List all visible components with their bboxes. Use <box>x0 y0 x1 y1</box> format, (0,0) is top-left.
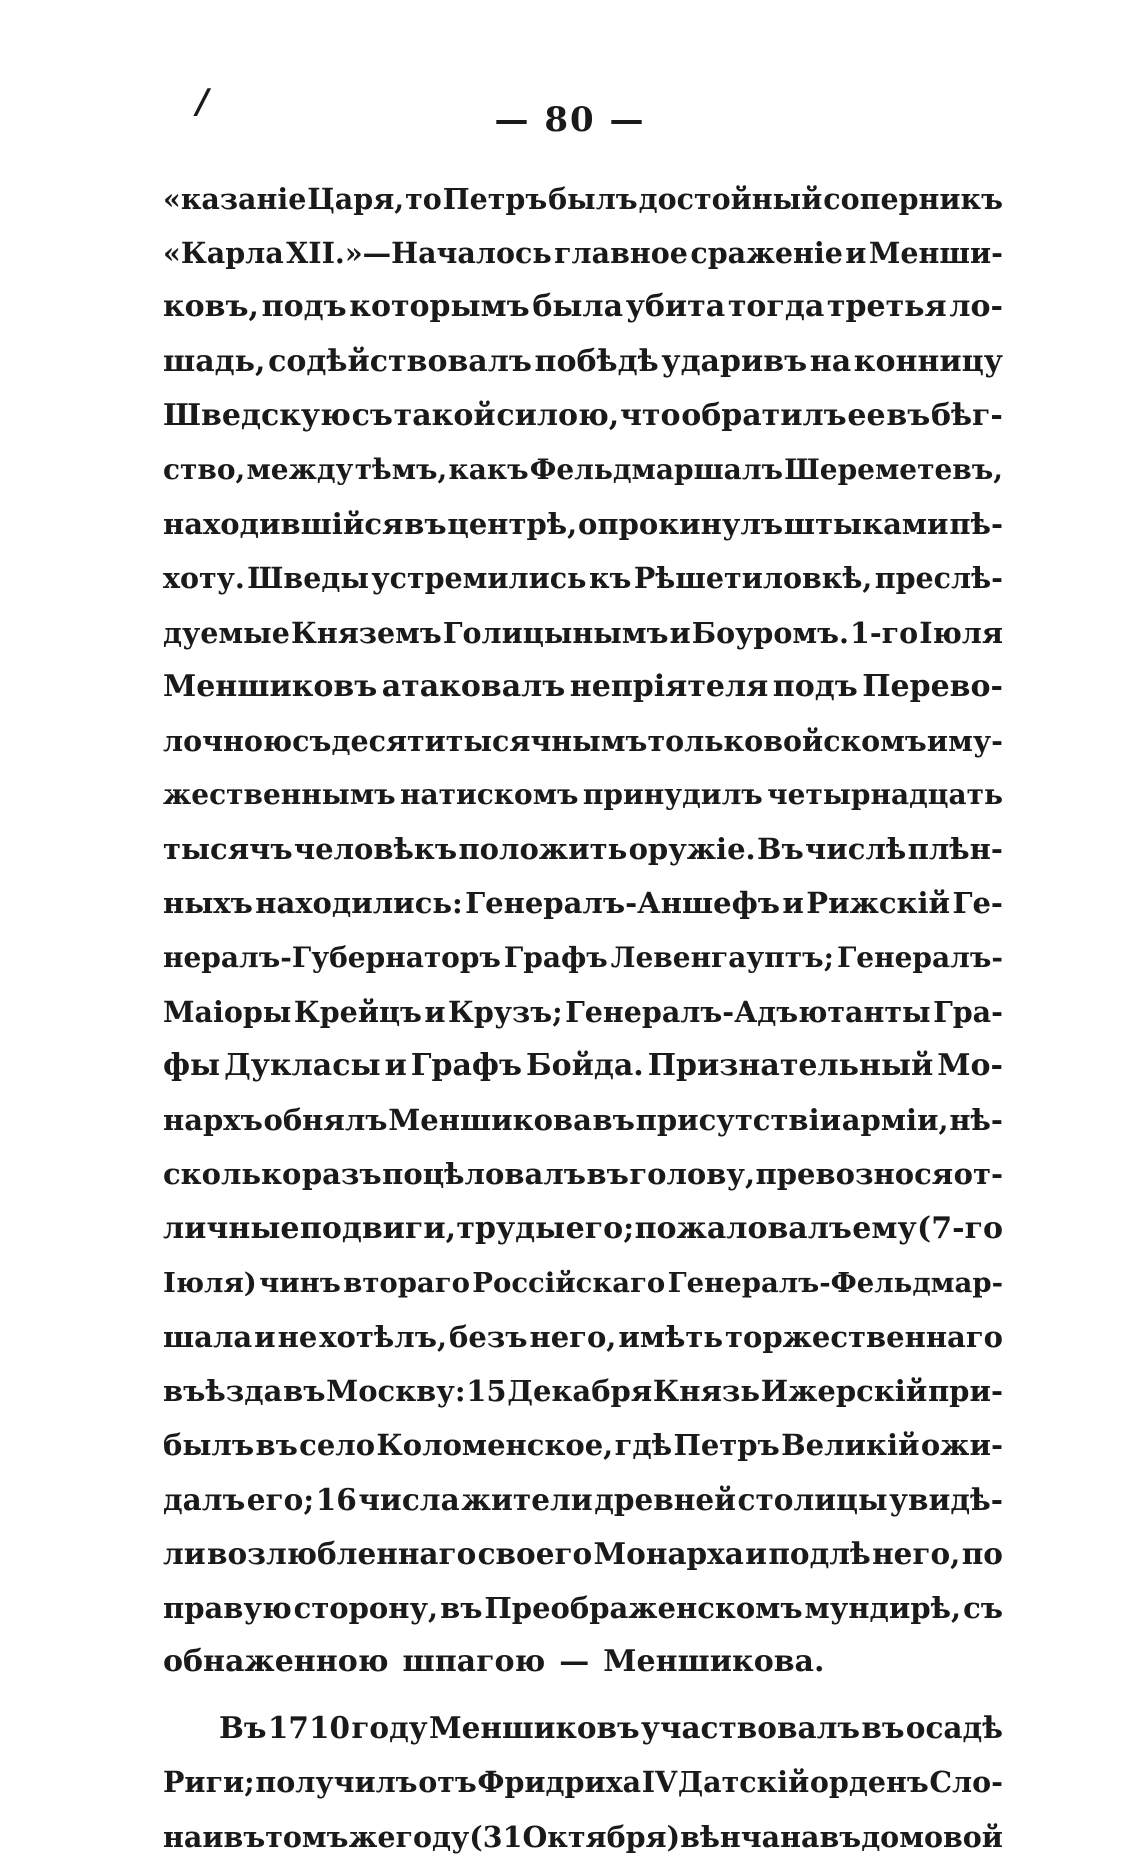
text-line: обнаженною шпагою — Меншикова. <box>163 1644 825 1680</box>
paragraph <box>163 1701 1003 1864</box>
text-line: «Карла XII.»—Началось главное сраженіе и Менши- <box>163 236 1003 271</box>
text-line: правую сторону, въ Преображенскомъ мундирѣ, съ <box>163 1590 1003 1625</box>
text-line: жественнымъ натискомъ принудилъ четырнадцать <box>163 778 1003 812</box>
text-line: ли возлюбленнаго своего Монарха и подлѣ него, по <box>163 1535 1003 1571</box>
text-line: дуемые Княземъ Голицынымъ и Боуромъ. 1-го Іюля <box>163 615 1003 650</box>
text-line: хоту. Шведы устремились къ Рѣшетиловкѣ, преслѣ- <box>163 561 1003 596</box>
text-line: ковъ, подъ которымъ была убита тогда третья ло- <box>163 289 1003 325</box>
text-line: въѣзда въ Москву: 15 Декабря Князь Ижерскій при- <box>163 1374 1003 1409</box>
text-line: Риги; получилъ отъ Фридриха IV Датскій орденъ Сло- <box>163 1765 1003 1800</box>
text-line: шала и не хотѣлъ, безъ него, имѣть торжественнаго <box>163 1319 1003 1354</box>
text-line: Въ 1710 году Меншиковъ участвовалъ въ осадѣ <box>219 1710 1003 1746</box>
body-text <box>163 172 1003 1864</box>
text-line: шадь, содѣйствовалъ побѣдѣ ударивъ на конницу <box>163 343 1003 379</box>
text-line: тысячъ человѣкъ положить оружіе. Въ числѣ плѣн- <box>163 832 1003 867</box>
text-line: Маіоры Крейцъ и Крузъ; Генералъ-Адъютанты Гра- <box>163 994 1003 1029</box>
text-line: ство, между тѣмъ, какъ Фельдмаршалъ Шереметевъ, <box>163 452 1003 486</box>
page-number: — 80 — <box>494 100 646 140</box>
text-line: «казаніе Царя, то Петръ былъ достойный соперникъ <box>163 182 1003 216</box>
text-line: лочною съ десятитысячнымъ только войскомъ и му- <box>163 723 1003 758</box>
text-line: сколько разъ поцѣловалъ въ голову, превознося от- <box>163 1157 1003 1192</box>
text-line: нералъ-Губернаторъ Графъ Левенгауптъ; Генералъ- <box>163 940 1003 974</box>
text-line: Шведскую съ такой силою, что обратилъ ее въ бѣг- <box>163 397 1003 433</box>
text-line: Меншиковъ атаковалъ непріятеля подъ Перево- <box>163 668 1003 704</box>
text-line: фы Дукласы и Графъ Бойда. Признательный Мо- <box>163 1048 1003 1083</box>
text-line: на и въ томъ же году (31 Октября) вѣнчана въ домовой <box>163 1819 1003 1854</box>
paragraph <box>163 172 1003 1689</box>
text-line: находившійся въ центрѣ, опрокинулъ штыками пѣ- <box>163 507 1003 542</box>
text-line: былъ въ село Коломенское, гдѣ Петръ Великій ожи- <box>163 1428 1003 1463</box>
stray-ink-mark: / <box>196 82 209 122</box>
text-line: нархъ обнялъ Меншикова въ присутствіи арміи, нѣ- <box>163 1103 1003 1138</box>
text-line: личные подвиги, труды его; пожаловалъ ему (7-го <box>163 1210 1003 1246</box>
paragraph-gap <box>163 1689 1003 1701</box>
text-line: Іюля) чинъ втораго Россійскаго Генералъ-Фельдмар- <box>163 1266 1003 1299</box>
text-line: далъ его; 16 числа жители древней столицы увидѣ- <box>163 1481 1003 1517</box>
text-line: ныхъ находились: Генералъ-Аншефъ и Рижскій Ге- <box>163 886 1003 921</box>
